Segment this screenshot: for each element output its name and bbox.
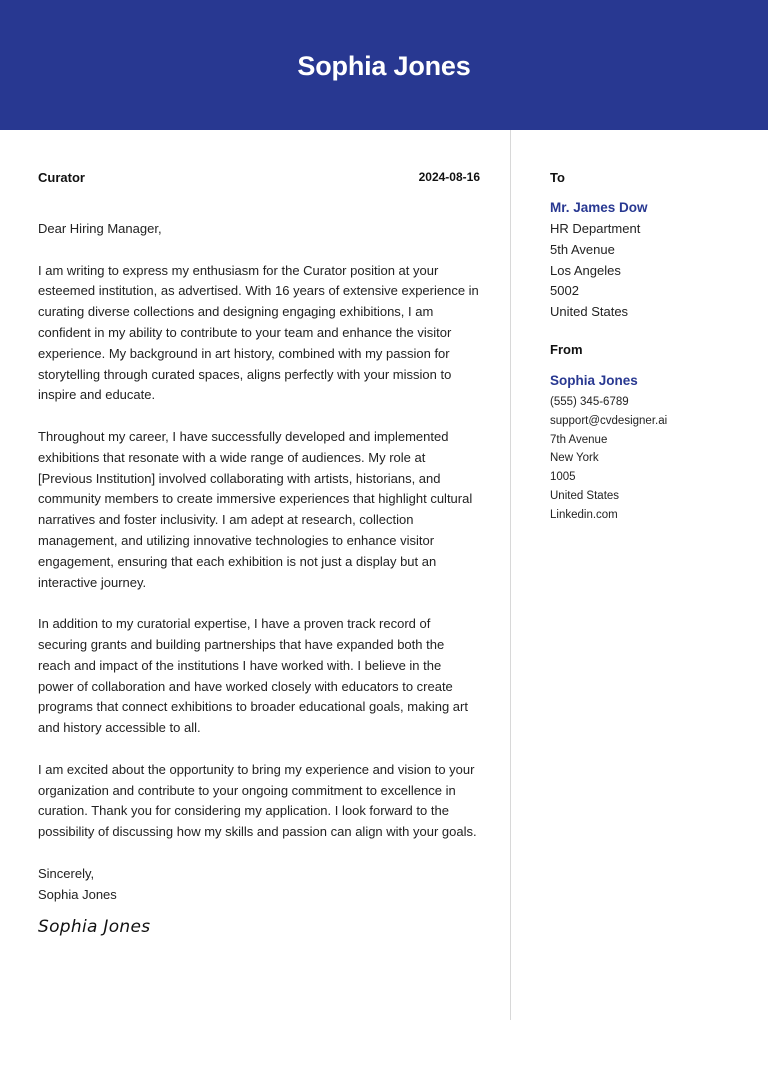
paragraph-2: Throughout my career, I have successfully developed and implemented exhibitions that resonate with a wide range of audiences. My role at [Previous Institution] involved collaborating with artists, historians, and community members to create immersive experiences that highlight cultural narratives and foster inclusivity. I am adept at research, collection management, and utilizing innovative technologies to enhance visitor engagement, ensuring that each exhibition is not just a display but an interactive journey.: [38, 428, 473, 590]
sender-zip: 1005: [550, 471, 576, 484]
recipient-city: Los Angeles: [550, 262, 621, 278]
from-heading: From: [550, 342, 583, 357]
recipient-street: 5th Avenue: [550, 241, 615, 257]
recipient-block: [550, 197, 648, 323]
sender-phone: (555) 345-6789: [550, 396, 629, 408]
letter-body: [38, 219, 480, 938]
recipient-zip: 5002: [550, 283, 579, 299]
greeting: Dear Hiring Manager,: [38, 221, 162, 236]
sender-street: 7th Avenue: [550, 433, 608, 446]
recipient-name: Mr. James Dow: [550, 200, 648, 215]
sender-email: support@cvdesigner.ai: [550, 414, 668, 427]
applicant-name-heading: Sophia Jones: [297, 50, 471, 81]
sender-name: Sophia Jones: [550, 373, 638, 388]
closing: Sincerely,: [38, 865, 95, 881]
sender-block: [550, 369, 667, 525]
sender-linkedin: Linkedin.com: [550, 508, 618, 521]
paragraph-3: In addition to my curatorial expertise, I have a proven track record of securing grants and building partnerships that have expanded both the reach and impact of the institutions I have worked with. I believe in the power of collaboration and have worked closely with educators to create programs that connect exhibitions to broader educational goals, making art and history accessible to all.: [38, 616, 468, 736]
header-banner: [0, 0, 768, 130]
recipient-country: United States: [550, 304, 629, 320]
closing-name: Sophia Jones: [38, 886, 117, 902]
sender-country: United States: [550, 489, 620, 502]
job-title: Curator: [38, 170, 85, 185]
sender-city: New York: [550, 452, 599, 465]
paragraph-4: I am excited about the opportunity to bring my experience and vision to your organization and contribute to your ongoing commitment to excellence in curation. Thank you for considering my application. I look forward to the possibility of discussing how my skills and passion can align with your goals.: [38, 761, 477, 840]
recipient-department: HR Department: [550, 221, 641, 236]
letter-date: 2024-08-16: [418, 170, 480, 184]
job-title-row: [38, 170, 480, 185]
to-heading: To: [550, 170, 565, 185]
signature: Sophia Jones: [38, 917, 151, 938]
column-divider: [510, 130, 511, 1020]
paragraph-1: I am writing to express my enthusiasm for the Curator position at your esteemed institution, as advertised. With 16 years of extensive experience in curating diverse collections and designing engaging exhibitions, I am confident in my ability to contribute to your team and enhance the visitor experience. My background in art history, combined with my passion for storytelling through curated spaces, aligns perfectly with your mission to inspire and educate.: [38, 262, 479, 403]
